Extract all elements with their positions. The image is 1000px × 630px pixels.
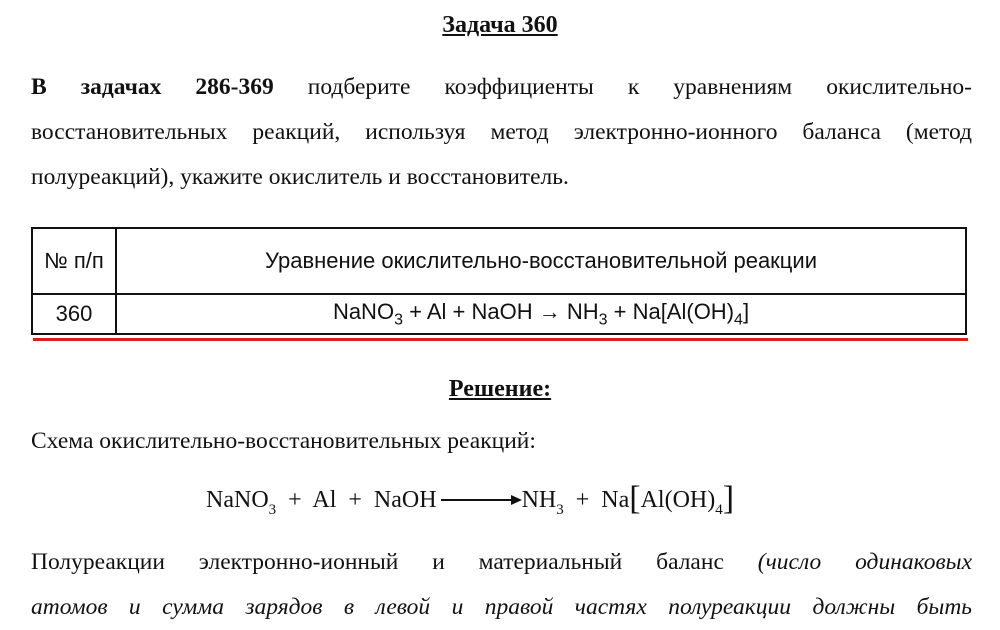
eq-part: + Na[Al(OH) [607,298,735,324]
scheme-sub: 4 [715,502,723,518]
scheme-sub: 3 [268,502,277,518]
header-number: № п/п [32,228,116,294]
scheme-part: + Al + NaOH [276,487,437,513]
red-underline [33,338,968,341]
scheme-part: OH [672,487,708,513]
paren-right: ) [707,487,716,513]
eq-sub: 3 [598,311,608,329]
statement-line-1 [31,65,972,110]
scheme-part: + Na [563,487,630,513]
eq-sub: 4 [734,311,743,329]
eq-part: + Al + NaOH [402,298,539,324]
scheme-label: Схема окислительно-восстановительных реакций: [31,428,536,454]
arrowhead-icon [511,495,522,505]
reaction-scheme [206,478,734,516]
paren-left: ( [664,487,673,513]
problem-title: Задача 360 [442,12,558,38]
eq-part: ] [742,298,750,324]
eq-part: NH [560,298,599,324]
table-header-row [32,228,966,294]
half-line-1 [31,540,972,585]
bracket-left: [ [629,480,641,517]
arrow-icon [441,499,511,501]
scheme-part: Al [640,487,665,513]
eq-sub: 3 [394,311,403,329]
half-line-1-normal: Полуреакции электронно-ионный и материальный баланс [31,549,758,575]
half-reactions-text [31,540,972,630]
half-line-1-italic: (число одинаковых [757,549,972,575]
table-row [32,294,966,334]
arrow-icon: → [538,298,561,324]
statement-line-3: полуреакций), укажите окислитель и восстановитель. [31,164,569,190]
scheme-sub: 3 [556,502,564,518]
scheme-part: NaNO [206,487,269,513]
solution-title: Решение: [448,376,552,402]
header-equation: Уравнение окислительно-восстановительной реакции [116,228,966,294]
eq-part: NaNO [332,298,395,324]
half-line-2: атомов и сумма зарядов в левой и правой частях полуреакции должны быть [31,594,972,620]
statement-line-1-rest: подберите коэффициенты к уравнениям окислительно- [273,74,972,100]
row-equation [116,294,966,334]
problem-statement [31,65,972,200]
bracket-right: ] [722,480,735,517]
task-table [31,227,967,335]
scheme-part: NH [521,487,557,513]
statement-bold: В задачах 286-369 [31,74,274,100]
row-number: 360 [32,294,116,334]
statement-line-2: восстановительных реакций, используя метод электронно-ионного баланса (метод [31,119,972,145]
